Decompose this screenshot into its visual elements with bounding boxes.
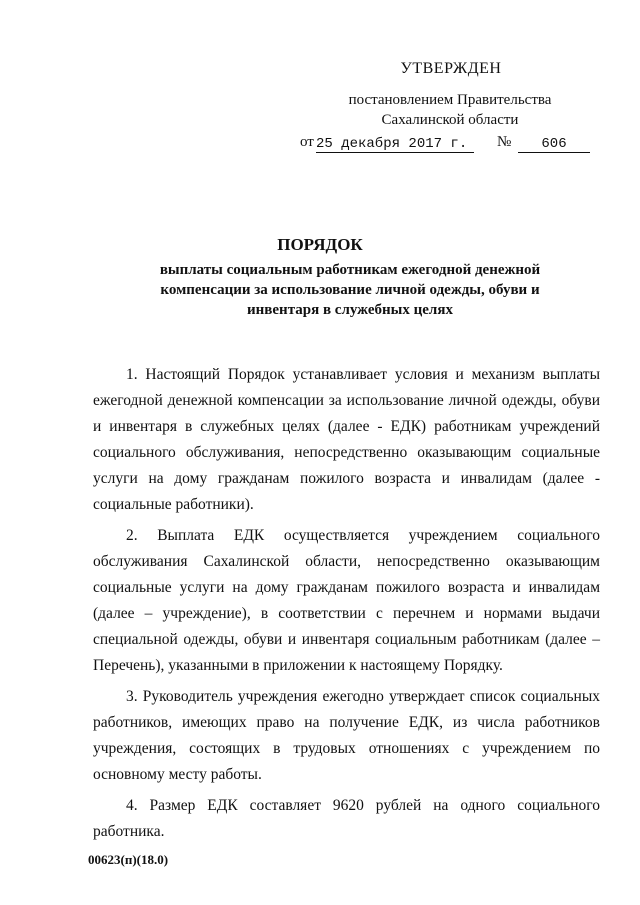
approval-line-1: постановлением Правительства <box>348 92 552 108</box>
approval-line-2: Сахалинской области <box>381 112 519 128</box>
document-title: ПОРЯДОК <box>277 235 363 254</box>
approval-title: УТВЕРЖДЕН <box>400 60 502 77</box>
paragraph-4: 4. Размер ЕДК составляет 9620 рублей на одного социального работника. <box>93 797 600 840</box>
document-subtitle: выплаты социальным работникам ежегодной денежной компенсации за использование личной одежды, обуви и инвентаря в служебных целях <box>159 262 541 318</box>
paragraph-3: 3. Руководитель учреждения ежегодно утверждает список социальных работников, имеющих право на получение ЕДК, из числа работников учреждения, состоящих в трудовых отношениях с учреждением по основному месту работы. <box>93 688 600 783</box>
decree-ot-label: от <box>300 134 314 150</box>
decree-number: 606 <box>518 136 590 153</box>
document-body <box>93 362 600 850</box>
decree-details-row <box>300 134 600 156</box>
paragraph-2: 2. Выплата ЕДК осуществляется учреждением социального обслуживания Сахалинской области, непосредственно оказывающим социальные услуги на дому гражданам пожилого возраста и инвалидам (далее – учреждение), в соответствии с перечнем и нормами выдачи специальной одежды, обуви и инвентаря социальным работникам (далее – Перечень), указанными в приложении к настоящему Порядку. <box>93 527 600 674</box>
approval-stamp-block <box>300 60 600 156</box>
decree-number-sign: № <box>497 134 512 150</box>
decree-date: 25 декабря 2017 г. <box>316 136 474 153</box>
footer-document-code: 00623(п)(18.0) <box>88 852 169 867</box>
paragraph-1: 1. Настоящий Порядок устанавливает условия и механизм выплаты ежегодной денежной компенсации за использование личной одежды, обуви и инвентаря в служебных целях (далее - ЕДК) работникам учреждений социального обслуживания, непосредственно оказывающим социальные услуги на дому гражданам пожилого возраста и инвалидам (далее - социальные работники). <box>93 366 600 513</box>
